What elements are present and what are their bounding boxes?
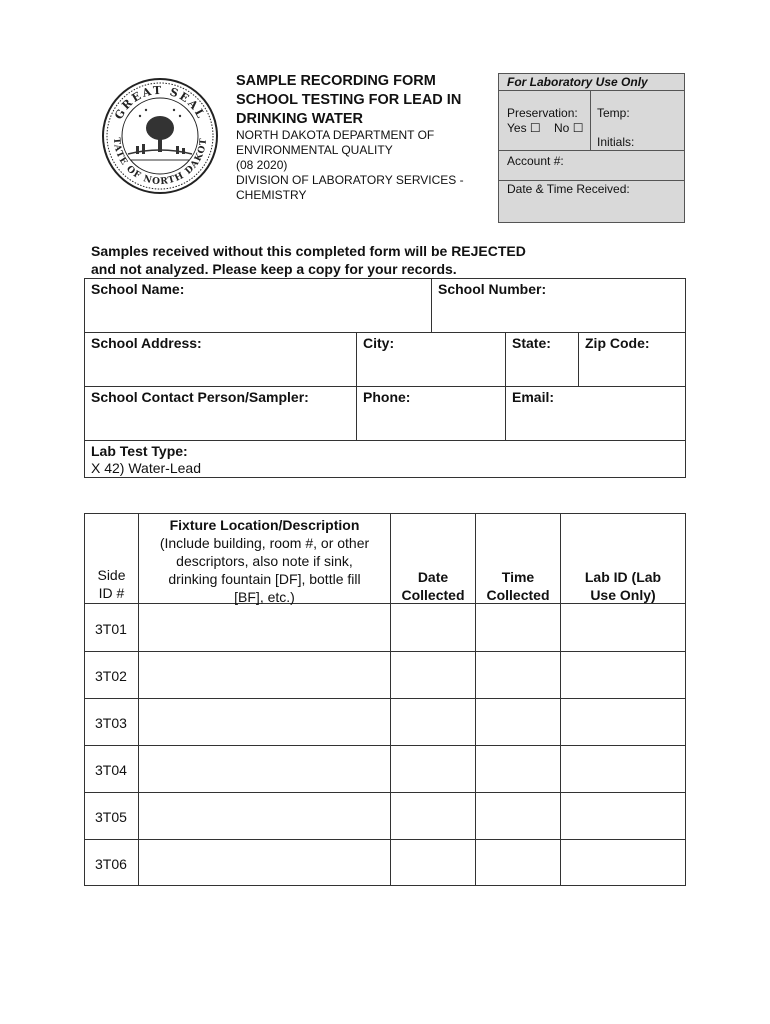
header-line: (Include building, room #, or other: [159, 535, 370, 551]
header-line: Time: [501, 569, 535, 585]
date-time-received-label: Date & Time Received:: [507, 182, 630, 196]
header-line: ID #: [98, 585, 125, 601]
lab-test-type-field: [85, 441, 685, 477]
header-line: Collected: [401, 587, 465, 603]
state-seal: [100, 76, 220, 196]
lab-test-type-label: Lab Test Type:: [91, 443, 188, 459]
revision-date: (08 2020): [236, 158, 288, 172]
header-line: drinking fountain [DF], bottle fill: [168, 571, 361, 587]
header-line: Lab ID (Lab: [584, 569, 662, 585]
preservation-field[interactable]: [499, 90, 591, 150]
date-time-received-field[interactable]: [499, 182, 684, 196]
lab-test-type-value: X 42) Water-Lead: [91, 460, 201, 476]
notice-line: and not analyzed. Please keep a copy for your records.: [91, 261, 457, 277]
sample-row-id: 3T03: [95, 715, 127, 731]
header-line: descriptors, also note if sink,: [176, 553, 353, 569]
phone-label: Phone:: [363, 389, 411, 405]
city-label: City:: [363, 335, 395, 351]
email-label: Email:: [512, 389, 555, 405]
temp-label: Temp:: [597, 106, 630, 120]
header-line: Side: [97, 567, 126, 583]
state-field[interactable]: [506, 333, 578, 386]
preservation-yes-checkbox[interactable]: Yes ☐: [507, 121, 541, 135]
contact-person-label: School Contact Person/Sampler:: [91, 389, 309, 405]
seal-bottom-text: TATE OF NORTH DAKOT: [110, 137, 210, 188]
header-line: Fixture Location/Description: [169, 517, 360, 533]
form-title-line: SCHOOL TESTING FOR LEAD IN: [236, 92, 462, 108]
agency-line: NORTH DAKOTA DEPARTMENT OF: [236, 128, 435, 142]
account-field[interactable]: [499, 151, 684, 181]
fixture-location-header: [139, 516, 390, 606]
form-title: [236, 72, 486, 129]
lab-use-row: [499, 90, 684, 151]
school-number-field[interactable]: [432, 279, 685, 332]
school-address-label: School Address:: [91, 335, 202, 351]
school-number-label: School Number:: [438, 281, 547, 297]
date-collected-header: [391, 568, 475, 604]
rejection-notice: [91, 242, 611, 278]
sample-row-id: 3T01: [95, 621, 127, 637]
sample-row-id: 3T06: [95, 856, 127, 872]
school-info-form: [84, 278, 686, 478]
form-title-line: SAMPLE RECORDING FORM: [236, 73, 436, 89]
sample-row-id: 3T04: [95, 762, 127, 778]
time-collected-header: [476, 568, 560, 604]
school-name-field[interactable]: [85, 279, 431, 332]
agency-block: [236, 128, 486, 203]
seal-top-text: GREAT SEAL: [112, 83, 208, 122]
initials-label: Initials:: [597, 135, 635, 149]
zip-code-label: Zip Code:: [585, 335, 650, 351]
school-name-label: School Name:: [91, 281, 185, 297]
notice-line: Samples received without this completed form will be REJECTED: [91, 243, 526, 259]
preservation-no-checkbox[interactable]: No ☐: [554, 121, 584, 135]
division-line: CHEMISTRY: [236, 188, 307, 202]
email-field[interactable]: [506, 387, 685, 440]
header-line: Collected: [486, 587, 550, 603]
preservation-label: Preservation:: [507, 106, 578, 120]
temp-initials-field[interactable]: [592, 90, 686, 150]
zip-code-field[interactable]: [579, 333, 685, 386]
lab-use-heading: For Laboratory Use Only: [499, 74, 684, 91]
sample-table: [84, 513, 686, 886]
header-line: [BF], etc.): [234, 589, 295, 605]
account-label: Account #:: [507, 154, 564, 168]
school-address-field[interactable]: [85, 333, 356, 386]
sample-row-id: 3T02: [95, 668, 127, 684]
side-id-header: [85, 566, 138, 602]
contact-person-field[interactable]: [85, 387, 356, 440]
lab-use-box: [498, 73, 685, 223]
form-title-line: DRINKING WATER: [236, 111, 364, 127]
agency-line: ENVIRONMENTAL QUALITY: [236, 143, 393, 157]
division-line: DIVISION OF LABORATORY SERVICES -: [236, 173, 464, 187]
header-line: Date: [417, 569, 449, 585]
state-label: State:: [512, 335, 551, 351]
city-field[interactable]: [357, 333, 505, 386]
header-line: Use Only): [590, 587, 656, 603]
phone-field[interactable]: [357, 387, 505, 440]
lab-id-header: [561, 568, 685, 604]
sample-row-id: 3T05: [95, 809, 127, 825]
